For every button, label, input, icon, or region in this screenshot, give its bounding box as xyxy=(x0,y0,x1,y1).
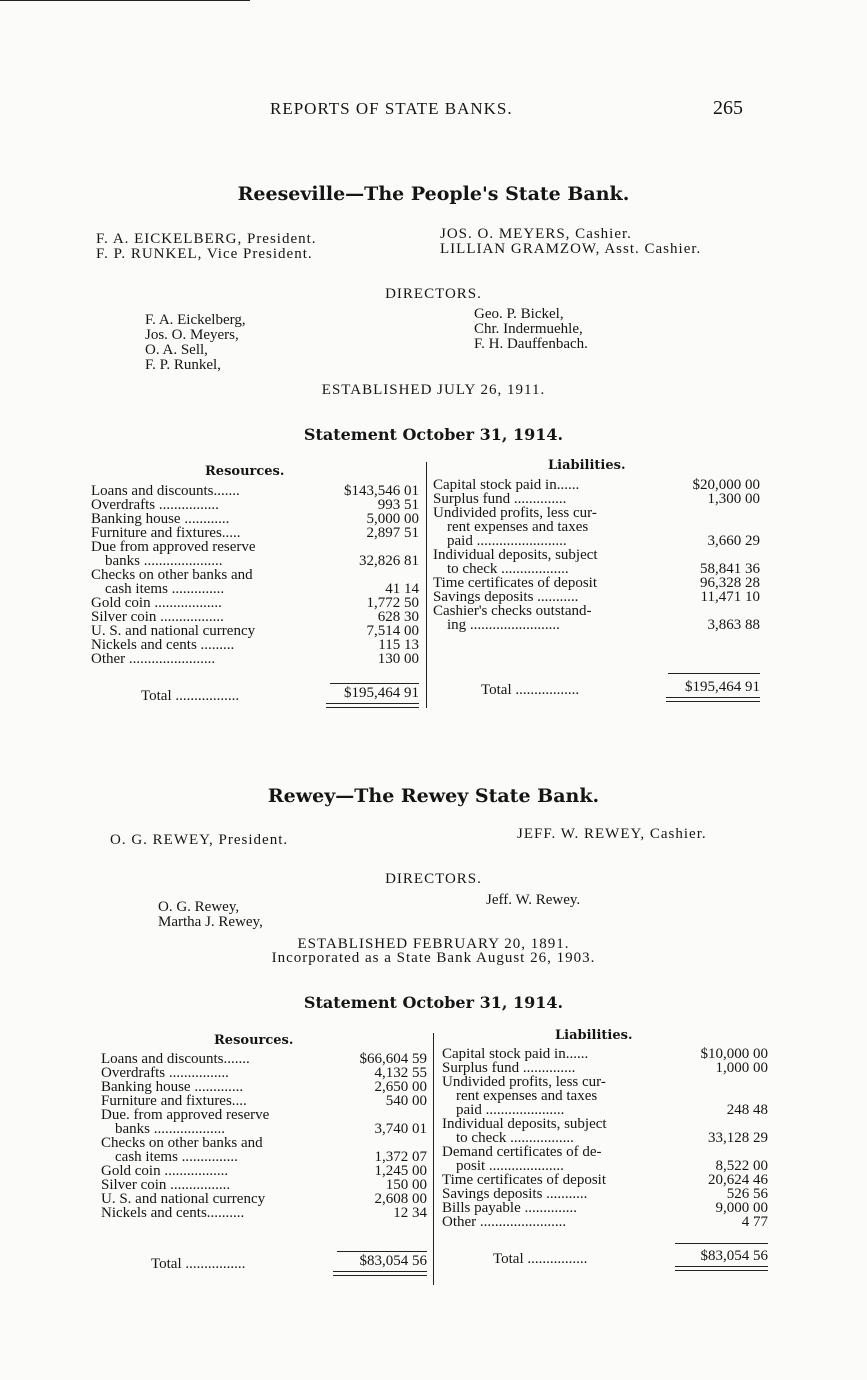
resource-row xyxy=(91,526,419,540)
liability-row xyxy=(433,506,760,548)
row-label-continued: rent expenses and taxes xyxy=(447,519,589,535)
row-label: Capital stock paid in...... xyxy=(442,1046,589,1062)
directors-right xyxy=(474,307,588,352)
row-amount: 9,000 00 xyxy=(715,1200,768,1216)
row-label-continued: ing ........................ xyxy=(447,617,560,633)
row-label: Time certificates of deposit xyxy=(442,1172,606,1188)
resources-total-amount: $195,464 91 xyxy=(344,685,419,701)
row-label: Banking house ............ xyxy=(91,511,230,527)
resources-total-label: Total ................. xyxy=(141,688,240,704)
row-amount: 1,372 07 xyxy=(374,1149,427,1165)
director-name: Martha J. Rewey, xyxy=(158,914,263,930)
row-amount: 5,000 00 xyxy=(366,511,419,527)
sum-rule xyxy=(668,673,760,674)
top-rule xyxy=(0,0,250,1)
row-amount: 2,897 51 xyxy=(366,525,419,541)
directors-left xyxy=(158,900,263,930)
row-amount: 1,245 00 xyxy=(374,1163,427,1179)
liabilities-total-amount: $195,464 91 xyxy=(685,679,760,695)
row-label: Silver coin ................. xyxy=(91,609,224,625)
row-amount: $143,546 01 xyxy=(344,483,419,499)
row-label: Surplus fund .............. xyxy=(433,491,567,507)
row-amount: 32,826 81 xyxy=(359,553,419,569)
row-label-continued: banks ..................... xyxy=(105,553,223,569)
liabilities-total-label: Total ................ xyxy=(493,1251,588,1267)
directors-heading: DIRECTORS. xyxy=(385,871,482,887)
row-label: Due. from approved reserve xyxy=(101,1107,270,1123)
row-label: Nickels and cents ......... xyxy=(91,637,235,653)
liability-row xyxy=(442,1075,768,1117)
row-label: Checks on other banks and xyxy=(91,567,253,583)
row-amount: $66,604 59 xyxy=(359,1051,427,1067)
row-label-continued: to check .................. xyxy=(447,561,569,577)
resources-heading: Resources. xyxy=(205,464,285,479)
resource-row xyxy=(91,652,419,666)
row-amount: 2,650 00 xyxy=(374,1079,427,1095)
liability-row xyxy=(442,1117,768,1145)
row-label: Due from approved reserve xyxy=(91,539,256,555)
resource-row xyxy=(91,596,419,610)
page-number: 265 xyxy=(713,97,743,119)
resource-row xyxy=(101,1192,427,1206)
row-amount: 3,863 88 xyxy=(707,617,760,633)
liability-row xyxy=(433,478,760,492)
liability-row xyxy=(433,548,760,576)
row-amount: 248 48 xyxy=(726,1102,768,1118)
resource-row xyxy=(91,498,419,512)
row-label: Gold coin .................. xyxy=(91,595,222,611)
row-label-continued: posit .................... xyxy=(456,1158,564,1174)
director-name: Jos. O. Meyers, xyxy=(145,327,239,343)
row-amount: 1,000 00 xyxy=(715,1060,768,1076)
directors-right xyxy=(486,893,580,908)
liability-row xyxy=(442,1215,768,1229)
row-amount: 1,300 00 xyxy=(707,491,760,507)
director-name: F. H. Dauffenbach. xyxy=(474,336,588,352)
row-label-continued: paid ........................ xyxy=(447,533,567,549)
liability-row xyxy=(433,604,760,632)
row-amount: 150 00 xyxy=(385,1177,427,1193)
row-label-continued: paid ..................... xyxy=(456,1102,565,1118)
officer-cashier: JOS. O. MEYERS, Cashier. xyxy=(440,226,632,242)
row-amount: 7,514 00 xyxy=(366,623,419,639)
row-amount: 3,660 29 xyxy=(707,533,760,549)
row-amount: 58,841 36 xyxy=(700,561,760,577)
officer-cashier: JEFF. W. REWEY, Cashier. xyxy=(517,826,707,842)
running-head: REPORTS OF STATE BANKS. xyxy=(270,99,513,118)
resources-total-amount: $83,054 56 xyxy=(359,1253,427,1269)
officer-president: O. G. REWEY, President. xyxy=(110,832,289,848)
sum-rule xyxy=(675,1243,768,1244)
directors-left xyxy=(145,313,246,373)
row-label: Other ....................... xyxy=(442,1214,567,1230)
director-name: F. A. Eickelberg, xyxy=(145,312,246,328)
officer-president: F. A. EICKELBERG, President. xyxy=(96,231,317,247)
row-amount: 628 30 xyxy=(377,609,419,625)
double-rule xyxy=(666,697,760,702)
row-label: Demand certificates of de- xyxy=(442,1144,602,1160)
row-label: Loans and discounts....... xyxy=(91,483,240,499)
liabilities-total-label: Total ................. xyxy=(481,682,580,698)
row-amount: 993 51 xyxy=(377,497,419,513)
liability-row xyxy=(433,590,760,604)
double-rule xyxy=(333,1271,427,1276)
row-label: Savings deposits ........... xyxy=(433,589,579,605)
resource-row xyxy=(101,1108,427,1136)
row-amount: 41 14 xyxy=(385,581,419,597)
row-amount: 20,624 46 xyxy=(708,1172,768,1188)
established-date: ESTABLISHED JULY 26, 1911. xyxy=(321,382,546,398)
established-date: ESTABLISHED FEBRUARY 20, 1891. xyxy=(297,936,570,952)
bank-title: Reeseville—The People's State Bank. xyxy=(237,183,630,205)
row-label: Undivided profits, less cur- xyxy=(442,1074,606,1090)
row-label-continued: banks ................... xyxy=(115,1121,225,1137)
liability-row xyxy=(442,1187,768,1201)
row-label: Nickels and cents.......... xyxy=(101,1205,245,1221)
sum-rule xyxy=(330,683,419,684)
row-label: Loans and discounts....... xyxy=(101,1051,250,1067)
row-label-continued: to check ................. xyxy=(456,1130,574,1146)
row-label: Silver coin ................ xyxy=(101,1177,231,1193)
resource-row xyxy=(91,568,419,596)
row-label: Time certificates of deposit xyxy=(433,575,597,591)
liabilities-heading: Liabilities. xyxy=(555,1028,633,1043)
row-label-continued: rent expenses and taxes xyxy=(456,1088,598,1104)
sum-rule xyxy=(337,1251,427,1252)
directors-heading: DIRECTORS. xyxy=(385,286,482,302)
row-label: Gold coin ................. xyxy=(101,1163,229,1179)
liability-row xyxy=(442,1047,768,1061)
director-name: O. G. Rewey, xyxy=(158,899,240,915)
resource-row xyxy=(91,638,419,652)
liability-row xyxy=(442,1061,768,1075)
column-divider xyxy=(426,462,427,708)
officer-vice-president: F. P. RUNKEL, Vice President. xyxy=(96,246,313,262)
director-name: F. P. Runkel, xyxy=(145,357,221,373)
row-amount: $10,000 00 xyxy=(700,1046,768,1062)
resource-row xyxy=(91,484,419,498)
row-label: Checks on other banks and xyxy=(101,1135,263,1151)
liabilities-heading: Liabilities. xyxy=(548,458,626,473)
row-label: Furniture and fixtures.... xyxy=(101,1093,247,1109)
row-label: Savings deposits ........... xyxy=(442,1186,588,1202)
row-label: Undivided profits, less cur- xyxy=(433,505,597,521)
row-label: Overdrafts ................ xyxy=(101,1065,229,1081)
row-label: U. S. and national currency xyxy=(101,1191,266,1207)
row-label: Capital stock paid in...... xyxy=(433,477,580,493)
row-amount: 33,128 29 xyxy=(708,1130,768,1146)
officer-asst-cashier: LILLIAN GRAMZOW, Asst. Cashier. xyxy=(440,241,702,257)
row-label-continued: cash items ............... xyxy=(115,1149,238,1165)
row-amount: 1,772 50 xyxy=(366,595,419,611)
row-amount: 12 34 xyxy=(393,1205,427,1221)
resource-row xyxy=(91,610,419,624)
liabilities-total-amount: $83,054 56 xyxy=(700,1248,768,1264)
row-amount: 526 56 xyxy=(726,1186,768,1202)
row-amount: 96,328 28 xyxy=(700,575,760,591)
liability-row xyxy=(433,576,760,590)
row-amount: 2,608 00 xyxy=(374,1191,427,1207)
resource-row xyxy=(101,1178,427,1192)
resource-row xyxy=(101,1164,427,1178)
liability-row xyxy=(442,1145,768,1173)
resource-row xyxy=(91,512,419,526)
resources-total-label: Total ................ xyxy=(151,1256,246,1272)
resource-row xyxy=(101,1080,427,1094)
resource-row xyxy=(101,1094,427,1108)
bank-title: Rewey—The Rewey State Bank. xyxy=(267,785,600,807)
row-amount: 11,471 10 xyxy=(700,589,760,605)
resource-row xyxy=(101,1066,427,1080)
row-amount: 130 00 xyxy=(377,651,419,667)
double-rule xyxy=(326,703,419,708)
director-name: Chr. Indermuehle, xyxy=(474,321,583,337)
row-amount: 3,740 01 xyxy=(374,1121,427,1137)
director-name: Geo. P. Bickel, xyxy=(474,306,564,322)
resource-row xyxy=(101,1206,427,1220)
row-amount: 4,132 55 xyxy=(374,1065,427,1081)
row-label: Bills payable .............. xyxy=(442,1200,577,1216)
row-label: Cashier's checks outstand- xyxy=(433,603,592,619)
column-divider xyxy=(433,1033,434,1285)
resource-row xyxy=(91,624,419,638)
resource-row xyxy=(101,1052,427,1066)
row-label: Other ....................... xyxy=(91,651,216,667)
liability-row xyxy=(442,1173,768,1187)
director-name: Jeff. W. Rewey. xyxy=(486,892,581,908)
row-amount: 115 13 xyxy=(378,637,419,653)
row-label: Banking house ............. xyxy=(101,1079,244,1095)
row-label: Overdrafts ................ xyxy=(91,497,219,513)
row-label: Surplus fund .............. xyxy=(442,1060,576,1076)
row-amount: 540 00 xyxy=(385,1093,427,1109)
row-label: Furniture and fixtures..... xyxy=(91,525,241,541)
incorporation-date: Incorporated as a State Bank August 26, 1903. xyxy=(271,950,596,966)
row-amount: 4 77 xyxy=(741,1214,768,1230)
row-label: U. S. and national currency xyxy=(91,623,256,639)
resource-row xyxy=(91,540,419,568)
row-amount: $20,000 00 xyxy=(692,477,760,493)
statement-heading: Statement October 31, 1914. xyxy=(303,993,564,1012)
liability-row xyxy=(433,492,760,506)
double-rule xyxy=(675,1266,768,1271)
resources-heading: Resources. xyxy=(214,1033,294,1048)
row-amount: 8,522 00 xyxy=(715,1158,768,1174)
row-label: Individual deposits, subject xyxy=(433,547,598,563)
statement-heading: Statement October 31, 1914. xyxy=(303,425,564,444)
row-label-continued: cash items .............. xyxy=(105,581,225,597)
row-label: Individual deposits, subject xyxy=(442,1116,607,1132)
director-name: O. A. Sell, xyxy=(145,342,208,358)
resource-row xyxy=(101,1136,427,1164)
liability-row xyxy=(442,1201,768,1215)
